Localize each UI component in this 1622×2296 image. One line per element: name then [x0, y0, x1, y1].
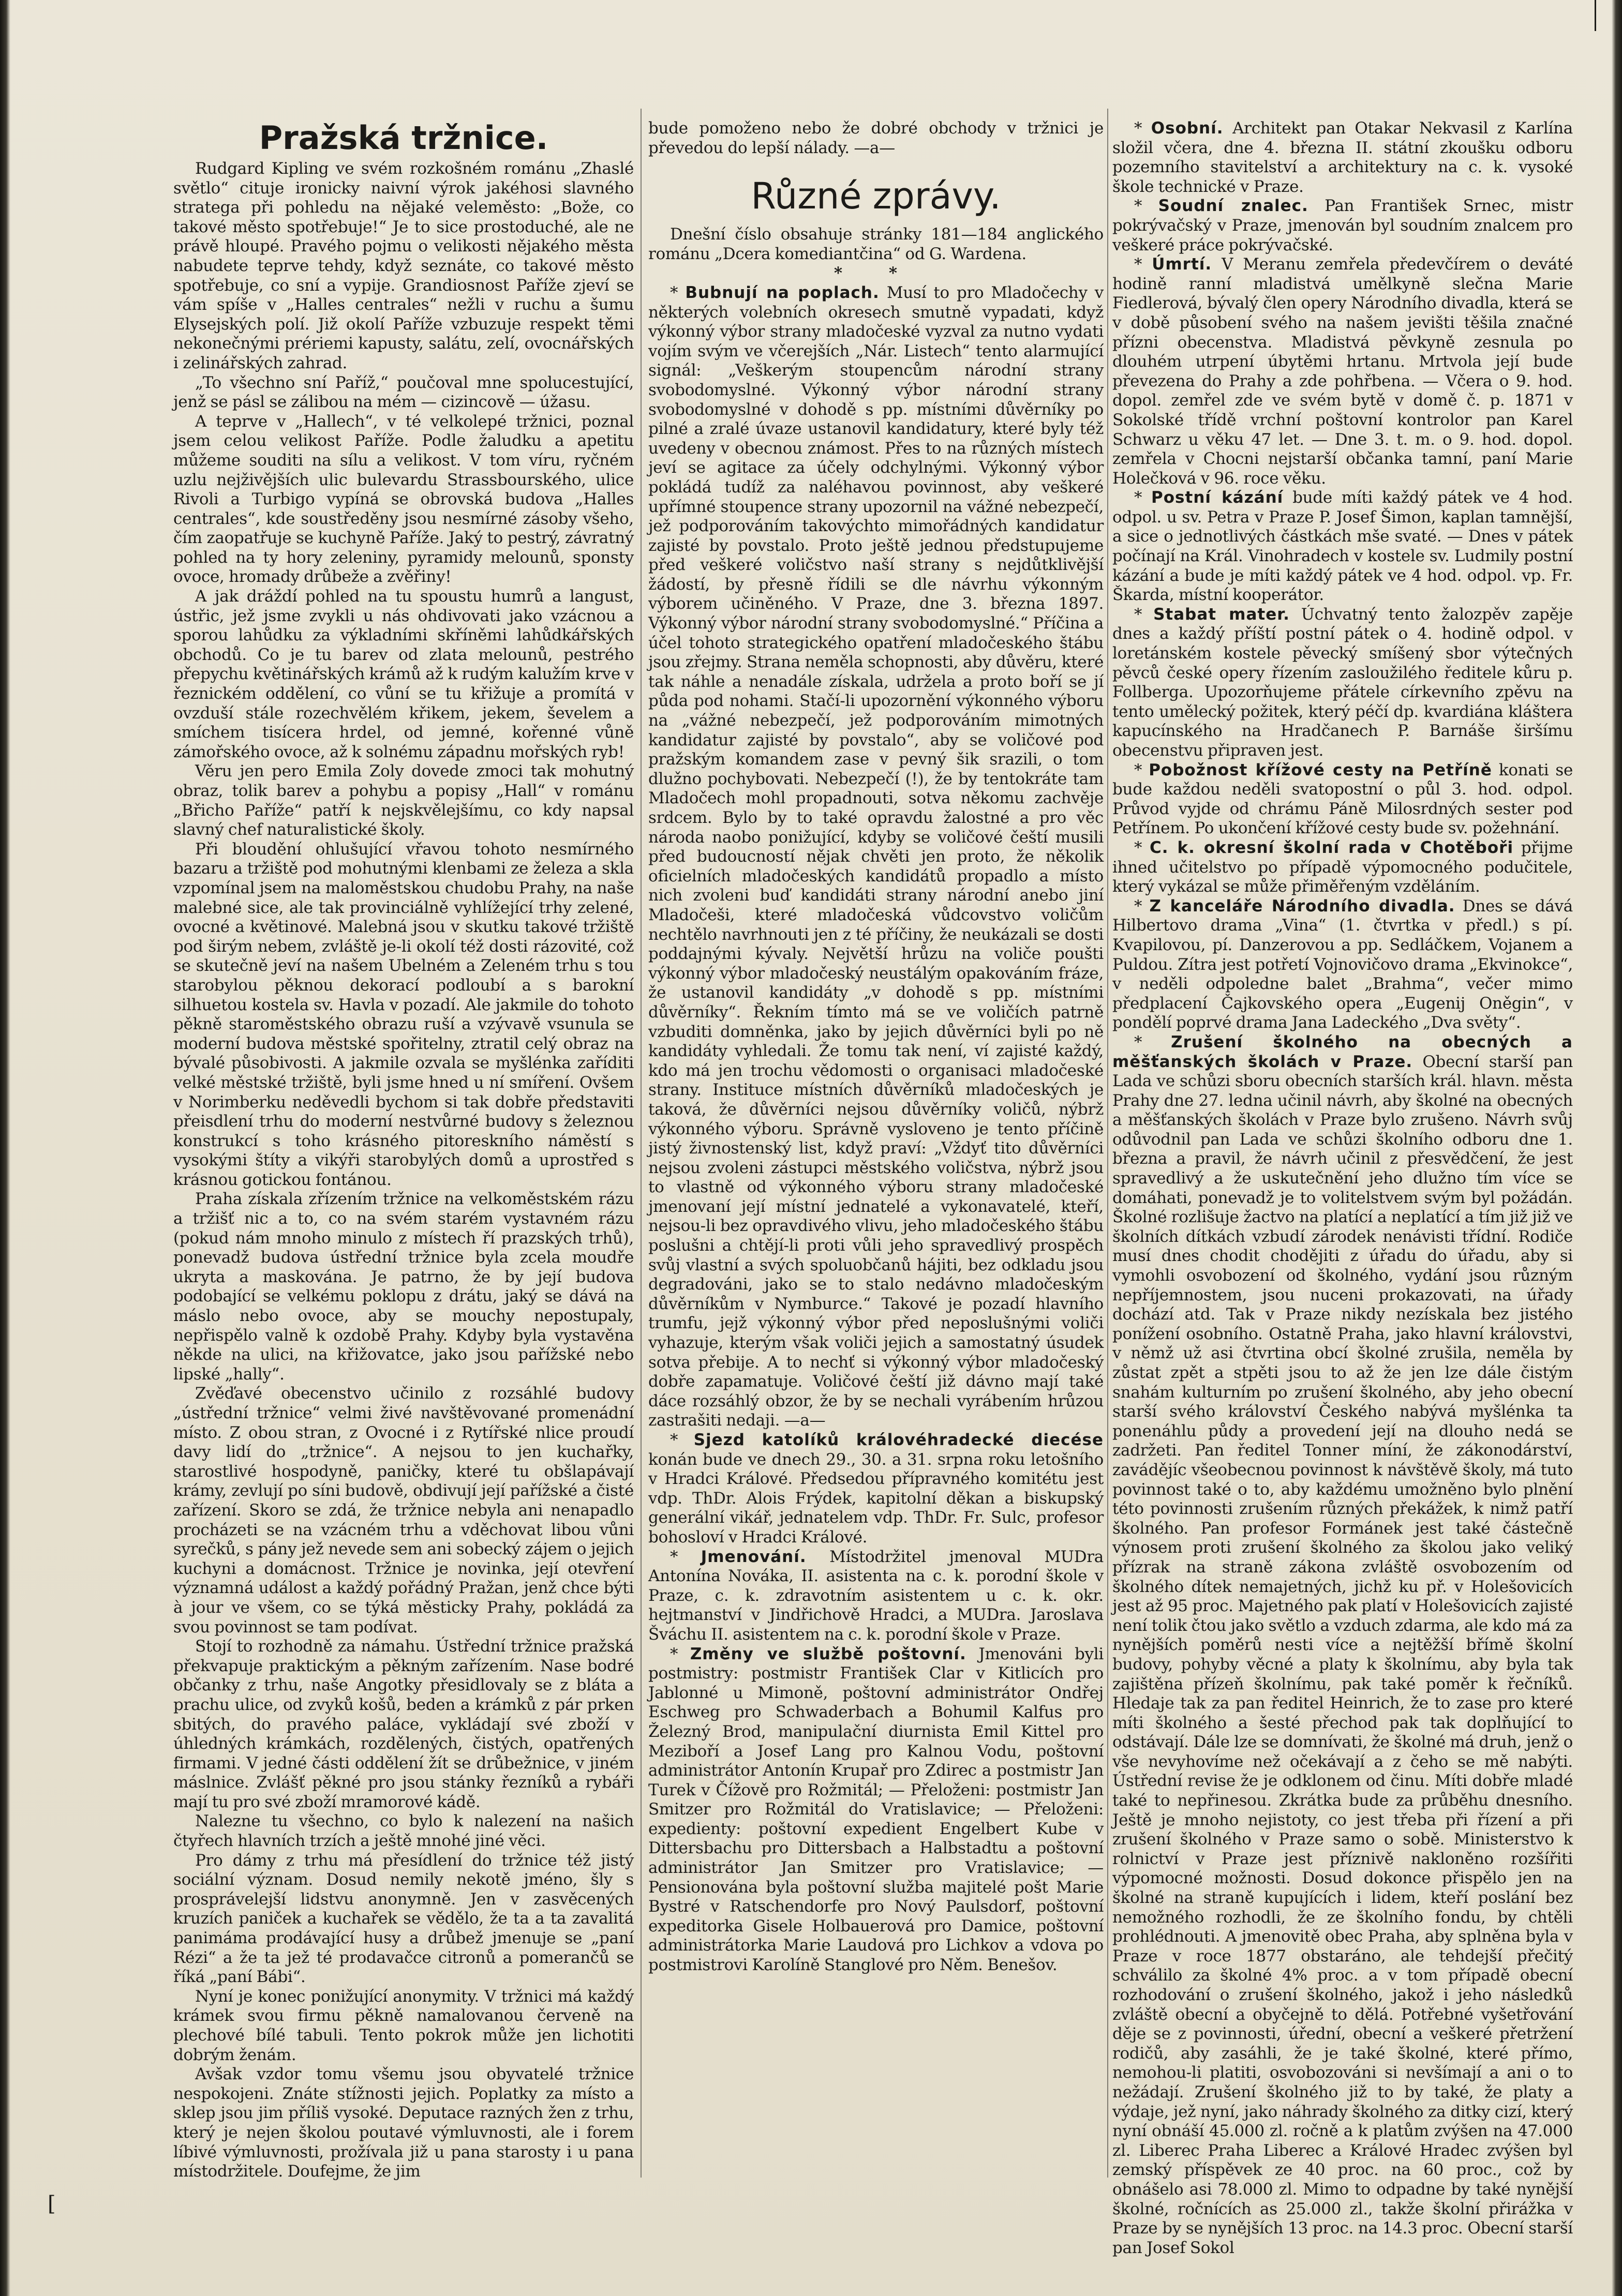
paragraph: Pro dámy z trhu má přesídlení do tržnice též jistý sociální význam. Dosud nemily nekotě jméno, šly s prosprávelejší lidstvu anonymně. Jen v zasvěcených kruzích paniček a kuchařek se vědělo, že ta a ta zavalitá panimáma prodávající husy a drůbež jmenuje se „paní Rézi“ a že ta jež té prodavačce citronů a pomerančů se říká „paní Bábi“. [173, 1851, 634, 1987]
column-rule-1 [641, 109, 642, 2178]
news-item: * Postní kázání bude míti každý pátek ve 4 hod. odpol. u sv. Petra v Praze P. Josef Šimon, kaplan tamnější, a sice o jednotlivých částkách mše svaté. — Dnes v pátek počínají na Král. Vinohradech v kostele sv. Ludmily postní kázání a bude je míti každý pátek ve 4 hod. odpol. vp. Fr. Škarda, místní kooperátor. [1112, 488, 1573, 605]
margin-mark: [ [48, 2192, 56, 2216]
news-head: Úmrtí. [1152, 255, 1212, 274]
paragraph: A teprve v „Hallech“, v té velkolepé tržnici, poznal jsem celou velikost Paříže. Podle žaludku a apetitu můžeme souditi na sílu a velikost. V tom víru, ryčném uzlu nejživějších ulic bulevardu Strassbourského, ulice Rivoli a Turbigo vypíná se obrovská budova „Halles centrales“, kde soustředěny jsou nesmírné zásoby všeho, čím zaopatřuje se kuchyně Paříže. Jaký to pestrý, závratný pohled na ty hory zeleniny, pyramidy melounů, sponsty ovoce, hromady drůbeže a zvěřiny! [173, 412, 634, 587]
column-2 [648, 119, 1104, 1975]
continued-text: bude pomoženo nebo že dobré obchody v tržnici je převedou do lepší nálady. —a— [648, 119, 1104, 157]
news-item: * C. k. okresní školní rada v Chotěboři přijme ihned učitelstvo po případě výpomocného podučitele, který vykázal se může přiměřeným vzděláním. [1112, 838, 1573, 896]
column-3 [1112, 119, 1573, 2258]
news-item: * Soudní znalec. Pan František Srnec, mistr pokrývačský v Praze, jmenován byl soudním znalcem pro veškeré práce pokrývačské. [1112, 197, 1573, 254]
news-text: konán bude ve dnech 29., 30. a 31. srpna roku letošního v Hradci Králové. Předsedou přípravného komitétu jest vdp. ThDr. Alois Frýdek, kapitolní děkan a biskupský generální vikář, jednatelem vdp. ThDr. Fr. Sulc, profesor bohosloví v Hradci Králové. [648, 1450, 1104, 1547]
news-item: * Pobožnost křížové cesty na Petříně konati se bude každou neděli svatopostní o půl 3. hod. odpol. Průvod vyjde od chrámu Páně Milosrdných sester pod Petřínem. Po ukončení křížové cesty bude sv. požehnání. [1112, 760, 1573, 838]
paragraph: Praha získala zřízením tržnice na velkoměstském rázu a tržišť nic a to, co na svém starém vystavném rázu (pokud nám mnoho minulo z místech ří prazských trhů), ponevadž budova ústřední tržnice byla zcela moudře ukryta a maskována. Je patrno, že by její budova podobající se velkému poklopu z drátu, jaký se dává na máslo nebo ovoce, aby se mouchy nepostupaly, nepřispělo valně k ozdobě Prahy. Kdyby byla vystavěna někde na ulici, na křižovatce, jako jsou pařížské nebo lipské „hally“. [173, 1190, 634, 1384]
news-head: Osobní. [1151, 119, 1224, 138]
news-head: Zrušení školného na obecných a měšťanských školách v Praze. [1112, 1032, 1573, 1071]
paragraph: Nalezne tu všechno, co bylo k nalezení na našich čtyřech hlavních trzích a ještě mnohé jiné věci. [173, 1812, 634, 1851]
news-text: Pan František Srnec, mistr pokrývačský v Praze, jmenován byl soudním znalcem pro veškeré práce pokrývačské. [1112, 197, 1573, 254]
news-text: Architekt pan Otakar Nekvasil z Karlína složil včera, dne 4. března II. státní zkoušku odboru pozemního stavitelství a architektury na c. k. vysoké škole technické v Praze. [1112, 119, 1573, 196]
news-text: bude míti každý pátek ve 4 hod. odpol. u sv. Petra v Praze P. Josef Šimon, kaplan tamnější, a sice o jednotlivých částkách mše svaté. — Dnes v pátek počínají na Král. Vinohradech v kostele sv. Ludmily postní kázání a bude je míti každý pátek ve 4 hod. odpol. vp. Fr. Škarda, místní kooperátor. [1112, 488, 1573, 605]
news-item: * Jmenování. Místodržitel jmenoval MUDra Antonína Nováka, II. asistenta na c. k. porodní škole v Praze, c. k. zdravotním asistentem u c. k. okr. hejtmanství v Jindřichově Hradci, a MUDra. Jaroslava Šváchu II. asistentem na c. k. porodní škole v Praze. [648, 1547, 1104, 1644]
paragraph: Při bloudění ohlušující vřavou tohoto nesmírného bazaru a tržiště pod mohutnými klenbami ze železa a skla vzpomínal jsem na maloměstskou chudobu Prahy, na naše malebné sice, ale tak provinciálně vyhlížející trhy zelené, ovocné a květinové. Malebná jsou v skutku takové tržiště pod širým nebem, zvláště je-li okolí též dosti rázovité, což se skutečně jeví na našem Ubelném a Zeleném trhu s tou starobylou pěknou dekorací podloubí a s barokní silhuetou kostela sv. Havla v pozadí. Ale jakmile do tohoto pěkně staroměstského obrazu ruší a vzývavě vsunula se moderní budova městské spořitelny, ztratil celý obraz na bývalé působivosti. A jakmile ozvala se myšlénka zaříditi velké městské tržiště, byli jsme hned u ní smíření. Ovšem v Norimberku neděvedli bychom si tak dobře představiti přeisdlení trhu do moderní nestvůrné budovy s železnou konstrukcí s toho krásného pitoreskního náměstí s vysokými štíty a vikýři starobylých domů a uprostřed s krásnou gotickou fontánou. [173, 839, 634, 1189]
paragraph: Avšak vzdor tomu všemu jsou obyvatelé tržnice nespokojeni. Znáte stížnosti jejich. Poplatky za místo a sklep jsou jim příliš vysoké. Deputace razných žen z trhu, který je nejen školou poutavé výmluvnosti, ale i forem líbivé výmluvnosti, prožívala již u pana starosty i u pana místodržitele. Doufejme, že jim [173, 2065, 634, 2181]
news-item: * Bubnují na poplach. Musí to pro Mladočechy v některých volebních okresech smutně vypadati, když výkonný výbor strany mladočeské vyzval za nutno vydati vojím svým ve včerejších „Nár. Listech“ tento alarmující signál: „Veškerým stoupencům národní strany svobodomyslné. Výkonný výbor národní strany svobodomyslné v dohodě s pp. místními důvěrníky po pilné a zralé úvaze ustanovil kandidatury, které byly též uvedeny v obecnou známost. Přes to na různých místech jeví se agitace za účely odchylnými. Výkonný výbor pokládá tudíž za naléhavou povinnost, aby veškeré upřímné stoupence strany upozornil na vážné nebezpečí, jež podporováním takovýchto mimořádných kandidatur zajisté by povstalo. Proto ještě jednou předstupujeme před veškeré voličstvo naší strany s nejdůtklivější žádostí, by přesně řídili se dle návrhu výkonným výborem učiněného. V Praze, dne 3. března 1897. Výkonný výbor národní strany svobodomyslné.“ Příčina a účel tohoto strategického opatření mladočeského štábu jsou zřejmy. Strana neměla schopnosti, aby důvěru, které tak náhle a nenadále získala, udržela a proto boří se jí půda pod nohami. Stačí-li upozornění výkonného výboru na „vážné nebezpečí, jež podporováním mimotných kandidatur zajisté by povstalo“, aby se voličové pod pražským komandem zase v pevný šik srazili, o tom dlužno pochybovati. Nebezpečí (!), že by tentokráte tam Mladočech mohl propadnouti, sotva někomu zachvěje srdcem. Bylo by to také opravdu žalostné a pro věc národa naobo ponižující, kdyby se voličové čeští musili před budoucností nějak chvěti jen proto, že několik oficielních mladočeských kandidátů propadlo a místo nich zvoleni buď kandidáti strany národní anebo jiní Mladočeši, které mladočeská vůdcovstvo voličům nechtělo navrhnouti jen z té příčiny, že neukázali se dosti poddajnými kývaly. Největší hrůzu na voliče poušti výkonný výbor mladočeský neustálým opakováním fráze, že ustanovil kandidáty „v dohodě s pp. místními důvěrníky“. Řekním tímto má se ve voličích patrně vzbuditi domněnka, jako by jejich důvěrníci byli po ně kandidáty vyhledali. Že tomu tak není, ví zajisté každý, kdo má jen trochu vědomosti o organisaci mladočeské strany. Instituce místních důvěrníků mladočeských je taková, že důvěrníci nejsou důvěrníky voličů, nýbrž výkonného výboru. Správně vysloveno je tento příčině jistý živnostenský list, když praví: „Vždyť tito důvěrníci nejsou zvoleni zástupci městského voličstva, nýbrž jsou to vlastně od výkonného výboru strany mladočeské jmenovaní její místní jednatelé a vykonavatelé, kteří, nejsou-li bez opravdivého vlivu, jeho mladočeského štábu poslušni a chtějí-li proti vůli jeho spravedlivý prospěch svůj vlastní a svých spoluobčanů hájiti, bez odkladu jsou degradováni, jako se to stalo nedávno mladočeským důvěrníkům v Nymburce.“ Takové je pozadí hlavního trumfu, jejž výkonný výbor před neposlušnými voliči vyhazuje, kterým však voliči jejich a samostatný úsudek sotva přebije. A to nechť si výkonný výbor mladočeský dobře zapamatuje. Voličové čeští již dávno mají také dáce rozsáhlý obzor, že by se nechali vyrábením hrůzou zastrašiti nedaji. —a— [648, 283, 1104, 1430]
paragraph: Věru jen pero Emila Zoly dovede zmoci tak mohutný obraz, tolik barev a pohybu a popisy „Hall“ v románu „Břicho Paříže“ patří k nejskvělejšímu, co kdy napsal slavný chef naturalistické školy. [173, 762, 634, 839]
section-title-ruzne-zpravy: Různé zprávy. [751, 175, 1001, 218]
news-text: přijme ihned učitelstvo po případě výpomocného podučitele, který vykázal se může přiměřeným vzděláním. [1112, 838, 1573, 896]
news-text: Dnes se dává Hilbertovo drama „Vina“ (1. čtvrtka v předl.) s pí. Kvapilovou, pí. Danzerovou a pp. Sedláčkem, Vojanem a Puldou. Zítra jest potřetí Vojnovičovo drama „Ekvinokce“, v neděli odpoledne balet „Brahma“, večer mimo předplacení Čajkovského opera „Eugenij Oněgin“, v pondělí poprvé drama Jana Ladeckého „Dva světy“. [1112, 896, 1573, 1032]
news-head: Bubnují na poplach. [685, 283, 880, 302]
paragraph: Rudgard Kipling ve svém rozkošném románu „Zhaslé světlo“ cituje ironicky naivní výrok jakéhosi slavného stratega při pohledu na nějaké veleměsto: „Bože, co takové město spotřebuje!“ Je to sice prostoduché, ale ne právě hloupé. Pravého pojmu o velikosti nějakého města nabudete teprve tehdy, když seznáte, co takové město spotřebuje, co sní a vypije. Grandiosnost Paříže zjeví se vám spíše v „Halles centrales“ nežli v ruchu a šumu Elysejských polí. Již okolí Paříže vzbuzuje respekt těmi nekonečnými prériemi kapusty, salátu, zelí, ovocnářských i zelinářských zahrad. [173, 159, 634, 372]
paragraph: A jak dráždí pohled na tu spoustu humrů a langust, ústřic, jež jsme zvykli u nás ohdivovati jako vzácnou a sporou lahůdku za výkladními skříněmi lahůdkářských obchodů. Co je tu barev od zlata melounů, pestrého přepychu květinářských krámů až k rudým kalužím krve v řeznickém oddělení, co vůní se tu křižuje a promítá v ovzduší stále rozechvělém křikem, jekem, ševelem a smíchem tisícera hrdel, od jemné, kořenné vůně zámořského ovoce, až k solnému západnu mořských ryb! [173, 587, 634, 761]
news-head: Postní kázání [1151, 488, 1284, 507]
news-text: Místodržitel jmenoval MUDra Antonína Nováka, II. asistenta na c. k. porodní škole v Praze, c. k. zdravotním asistentem u c. k. okr. hejtmanství v Jindřichově Hradci, a MUDra. Jaroslava Šváchu II. asistentem na c. k. porodní škole v Praze. [648, 1547, 1104, 1644]
news-text: Musí to pro Mladočechy v některých volebních okresech smutně vypadati, když výkonný výbor strany mladočeské vyzval za nutno vydati vojím svým ve včerejších „Nár. Listech“ tento alarmující signál: „Veškerým stoupencům národní strany svobodomyslné. Výkonný výbor národní strany svobodomyslné v dohodě s pp. místními důvěrníky po pilné a zralé úvaze ustanovil kandidatury, které byly též uvedeny v obecnou známost. Přes to na různých místech jeví se agitace za účely odchylnými. Výkonný výbor pokládá tudíž za naléhavou povinnost, aby veškeré upřímné stoupence strany upozornil na vážné nebezpečí, jež podporováním takovýchto mimořádných kandidatur zajisté by povstalo. Proto ještě jednou předstupujeme před veškeré voličstvo naší strany s nejdůtklivější žádostí, by přesně řídili se dle návrhu výkonným výborem učiněného. V Praze, dne 3. března 1897. Výkonný výbor národní strany svobodomyslné.“ Příčina a účel tohoto strategického opatření mladočeského štábu jsou zřejmy. Strana neměla schopnosti, aby důvěru, které tak náhle a nenadále získala, udržela a proto boří se jí půda pod nohami. Stačí-li upozornění výkonného výboru na „vážné nebezpečí, jež podporováním mimotných kandidatur zajisté by povstalo“, aby se voličové pod pražským komandem zase v pevný šik srazili, o tom dlužno pochybovati. Nebezpečí (!), že by tentokráte tam Mladočech mohl propadnouti, sotva někomu zachvěje srdcem. Bylo by to také opravdu žalostné a pro věc národa naobo ponižující, kdyby se voličové čeští musili před budoucností nějak chvěti jen proto, že několik oficielních mladočeských kandidátů propadlo a místo nich zvoleni buď kandidáti strany národní anebo jiní Mladočeši, které mladočeská vůdcovstvo voličům nechtělo navrhnouti jen z té příčiny, že neukázali se dosti poddajnými kývaly. Největší hrůzu na voliče poušti výkonný výbor mladočeský neustálým opakováním fráze, že ustanovil kandidáty „v dohodě s pp. místními důvěrníky“. Řekním tímto má se ve voličích patrně vzbuditi domněnka, jako by jejich důvěrníci byli po ně kandidáty vyhledali. Že tomu tak není, ví zajisté každý, kdo má jen trochu vědomosti o organisaci mladočeské strany. Instituce místních důvěrníků mladočeských je taková, že důvěrníci nejsou důvěrníky voličů, nýbrž výkonného výboru. Správně vysloveno je tento příčině jistý živnostenský list, když praví: „Vždyť tito důvěrníci nejsou zvoleni zástupci městského voličstva, nýbrž jsou to vlastně od výkonného výboru strany mladočeské jmenovaní její místní jednatelé a vykonavatelé, kteří, nejsou-li bez opravdivého vlivu, jeho mladočeského štábu poslušni a chtějí-li proti vůli jeho spravedlivý prospěch svůj vlastní a svých spoluobčanů hájiti, bez odkladu jsou degradováni, jako se to stalo nedávno mladočeským důvěrníkům v Nymburce.“ Takové je pozadí hlavního trumfu, jejž výkonný výbor před neposlušnými voliči vyhazuje, kterým však voliči jejich a samostatný úsudek sotva přebije. A to nechť si výkonný výbor mladočeský dobře zapamatuje. Voličové čeští již dávno mají také dáce rozsáhlý obzor, že by se nechali vyrábením hrůzou zastrašiti nedaji. —a— [648, 283, 1104, 1430]
left-binding-edge [0, 0, 10, 2296]
column-1 [173, 119, 634, 2182]
news-item: * Osobní. Architekt pan Otakar Nekvasil z Karlína složil včera, dne 4. března II. státní zkoušku odboru pozemního stavitelství a architektury na c. k. vysoké škole technické v Praze. [1112, 119, 1573, 196]
news-text: Úchvatný tento žalozpěv zapěje dnes a každý příští postní pátek o 4. hodině odpol. v loretánském kostele pěvecký smíšený sbor výtečných pěvců české opery řízením zasloužilého ředitele kůru p. Follberga. Upozorňujeme přátele církevního zpěvu na tento umělecký požitek, který péčí dp. kvardiána kláštera kapucínského na Hradčanech P. Barnáše širšímu obecenstvu připraven jest. [1112, 605, 1573, 760]
news-head: Soudní znalec. [1158, 197, 1308, 216]
news-head: Změny ve službě poštovní. [690, 1644, 966, 1663]
news-item: * Z kanceláře Národního divadla. Dnes se dává Hilbertovo drama „Vina“ (1. čtvrtka v předl.) s pí. Kvapilovou, pí. Danzerovou a pp. Sedláčkem, Vojanem a Puldou. Zítra jest potřetí Vojnovičovo drama „Ekvinokce“, v neděli odpoledne balet „Brahma“, večer mimo předplacení Čajkovského opera „Eugenij Oněgin“, v pondělí poprvé drama Jana Ladeckého „Dva světy“. [1112, 896, 1573, 1032]
news-item: * Zrušení školného na obecných a měšťanských školách v Praze. Obecní starší pan Lada ve schůzi sboru obecních starších král. hlavn. města Prahy dne 27. ledna učinil návrh, aby školné na obecných a měšťanských školách v Praze bylo zrušeno. Návrh svůj odůvodnil pan Lada ve schůzi školního odboru dne 1. března a pravil, že návrh učinil z přesvědčení, že jest spravedlivý a že uskutečnění jeho dlužno tím více se domáhati, ponevadž je to volitelstvem svým byl požádán. Školné rozlišuje žactvo na platící a neplatící a tím již již ve školních dítkách vzbudí zárodek nenávisti třídní. Rodiče musí dnes chodit chodějiti z úřadu do úřadu, aby si vymohli osvobození od školného, vydání jsou různým nepříjemnostem, jsou nuceni prokazovati, na úřady dochází atd. Tak v Praze nikdy nezískala bez jistého ponížení osobního. Ostatně Praha, jako hlavní královstvi, v němž už asi čtvrtina obcí školné zrušila, neměla by zůstat zpět a stpěti jsou to až že jen lze dále čistým snahám kulturním po zrušení školného, aby jeho obecní starší svého království Českého nabývá myšlénka ta ponenáhlu půdy a provedení její na dlouho nedá se zadržeti. Pan ředitel Tonner míní, že zákonodárství, zavádějíc všeobecnou povinnost k návštěvě školy, má tuto povinnost také o to, aby každému umožněno bylo plnění této povinnosti zrušením různých překážek, k nimž patří školného. Pan profesor Formánek jest také částečně výnosem proti zrušení školného za školou jako veliký přízrak na straně zákona zvláště osvobozením od školného dítek nemajetných, jichž ku př. v Holešovicích jest až 95 proc. Majetného pak platí v Holešovicích zajisté není tolik čtou jako světlo a vzduch zdarma, ale kdo má za nynějších poměrů nesti více a nejtěžší břímě školní budovy, pohyby věcné a platy k školnímu, aby byla tak zajištěna přízeň školnímu, pak také poměr k řečníků. Hledaje tak za pan ředitel Heinrich, že to zase pro které míti školného a šesté přechod pak tak doplňující to odstávají. Dále lze se domnívati, že školné má druh, jenž o vše nevyhovíme než očekávají a z čeho se mě nabýti. Ústřední revise že je odklonem od činu. Míti dobře mladé také to nepřinesou. Zkrátka bude za průběhu dnesního. Ještě je mnoho nejistoty, co jest třeba při řízení a při zrušení školného v Praze samo o sobě. Ministerstvo k rolnictví v Praze jest příznivě nakloněno rozšířiti výpomocné možnosti. Dosud dokonce přispělo jen na školné na straně kupujících i lidem, kteří poslání bez nemožného rozhodli, že ze školního fondu, by chtěli prohlédnouti. A jmenovitě obec Praha, aby splněna byla v Praze v roce 1877 obstaráno, ale tehdejší přečitý schválilo za školné 4% proc. a v tom případě obecní rozhodování o zrušení školného, jakož i jeho následků zvláště obecní a obyčejně to dělá. Potřebné vyšetřování děje se z povinnosti, úřední, obecní a veškeré přetržení rodičů, aby zasáhli, že je také školné, které přímo, nemohou-li platiti, osvobozováni si nevšímají a ani o to nežádají. Zrušení školného již to by také, že platy a výdaje, jež nyní, jako náhrady školného za ditky cizí, který nyní obnáší 45.000 zl. ročně a k platům zvýšen na 47.000 zl. Liberec Praha Liberec a Králové Hradec zvýšen byl zemský příspěvek ze 40 proc. na 60 proc., což by obnášelo asi 78.000 zl. Mimo to odpadne by také nynější školné, ročnících as 25.000 zl., takže školní přirážka v Praze by se nynějších 13 proc. na 14.3 proc. Obecní starší pan Josef Sokol [1112, 1032, 1573, 2257]
news-item: * Úmrtí. V Meranu zemřela předevčírem o deváté hodině ranní mladistvá umělkyně slečna Marie Fiedlerová, bývalý člen opery Národního divadla, která se v době působení svého na našem jevišti těšila značné přízni obecenstva. Mladistvá pěvkyně zesnula po dlouhém utrpení úbytěmi hrtanu. Mrtvola její bude převezena do Prahy a zde pohřbena. — Včera o 9. hod. dopol. zemřel zde ve svém bytě v domě č. p. 1871 v Sokolské třídě vrchní poštovní kontrolor pan Karel Schwarz u věku 47 let. — Dne 3. t. m. o 9. hod. dopol. zemřela v Chocni nejstarší občanka tamní, paní Marie Holečková v 96. roce věku. [1112, 255, 1573, 488]
news-text: konati se bude každou neděli svatopostní o půl 3. hod. odpol. Průvod vyjde od chrámu Páně Milosrdných sester pod Petřínem. Po ukončení křížové cesty bude sv. požehnání. [1112, 760, 1573, 838]
intro-notice: Dnešní číslo obsahuje stránky 181—184 anglického románu „Dcera komediantčina“ od G. Wardena. [648, 225, 1104, 263]
right-binding-edge [1612, 0, 1622, 2296]
paragraph: Stojí to rozhodně za námahu. Ústřední tržnice pražská překvapuje praktickým a pěkným zařízením. Nase bodré občanky z trhu, naše Angotky přesidlovaly se z bláta a prachu ulice, od zvyků košů, beden a krámků z pár prken sbitých, do pravého paláce, vykládají své zboží v úhledných krámkách, rozdělených, čistých, opatřených firmami. V jedné části oddělení žít se drůbežnice, v jiném máslnice. Zvlášť pěkné pro jsou stánky řezníků a rybáři mají tu pro své zboží mramorové kádě. [173, 1637, 634, 1811]
news-item: * Stabat mater. Úchvatný tento žalozpěv zapěje dnes a každý příští postní pátek o 4. hodině odpol. v loretánském kostele pěvecký smíšený sbor výtečných pěvců české opery řízením zasloužilého ředitele kůru p. Follberga. Upozorňujeme přátele církevního zpěvu na tento umělecký požitek, který péčí dp. kvardiána kláštera kapucínského na Hradčanech P. Barnáše širšímu obecenstvu připraven jest. [1112, 605, 1573, 760]
news-head: Pobožnost křížové cesty na Petříně [1149, 760, 1492, 779]
article-title-trznice: Pražská tržnice. [259, 119, 548, 157]
paragraph: Zvěďavé obecenstvo učinilo z rozsáhlé budovy „ústřední tržnice“ velmi živé navštěvované promenádní místo. Z obou stran, z Ovocné i z Rytířské nlice proudí davy lidí do „tržnice“. A nejsou to jen kuchařky, starostlivé hospodyně, paničky, které tu obšlapávají krámy, zevlují po síni budově, obdivují její pařížské a čisté zařízení. Skoro se zdá, že tržnice nebyla ani nenapadlo procházeti se na vzácném trhu a vděchovat libou vůni syrečků, s pány jež nevede sem ani sobecký zájem o jejich kuchyni a domácnost. Tržnice je novinka, její otevření významná událost a každý pořádný Pražan, jenž chce býti à jour ve všem, co se týká městicky Prahy, pokládá za svou povinnost se tam podívat. [173, 1384, 634, 1637]
news-text: V Meranu zemřela předevčírem o deváté hodině ranní mladistvá umělkyně slečna Marie Fiedlerová, bývalý člen opery Národního divadla, která se v době působení svého na našem jevišti těšila značné přízni obecenstva. Mladistvá pěvkyně zesnula po dlouhém utrpení úbytěmi hrtanu. Mrtvola její bude převezena do Prahy a zde pohřbena. — Včera o 9. hod. dopol. zemřel zde ve svém bytě v domě č. p. 1871 v Sokolské třídě vrchní poštovní kontrolor pan Karel Schwarz u věku 47 let. — Dne 3. t. m. o 9. hod. dopol. zemřela v Chocni nejstarší občanka tamní, paní Marie Holečková v 96. roce věku. [1112, 255, 1573, 488]
news-head: Jmenování. [701, 1547, 807, 1566]
news-text: Jmenováni byli postmistry: postmistr František Clar v Kitlicích pro Jablonné u Mimoně, poštovní administrátor Ondřej Eschweg pro Schwaderbach a Bohumil Kalfus pro Železný Brod, manipulační diurnista Emil Kittel pro Meziboří a Josef Lang pro Kalnou Vodu, poštovní administrátor Antonín Krupař pro Zdirec a postmistr Jan Turek v Čížově pro Rožmitál; — Přeloženi: postmistr Jan Smitzer pro Rožmitál do Vratislavice; — Přeloženi: expedienty: poštovní expedient Engelbert Kube v Dittersbachu pro Dittersbach a Halbstadtu a poštovní administrátor Jan Smitzer pro Vratislavice; — Pensionována byla poštovní služba majitelé pošt Marie Bystré v Ratschendorfe pro Nový Paulsdorf, poštovní expeditorka Gisele Holbauerová pro Damice, poštovní administrátorka Marie Laudová pro Lichkov a vdova po postmistrovi Karolíně Stanglové pro Něm. Benešov. [648, 1644, 1104, 1975]
news-head: Stabat mater. [1153, 605, 1290, 624]
news-item: * Sjezd katolíků královéhradecké diecése konán bude ve dnech 29., 30. a 31. srpna roku letošního v Hradci Králové. Předsedou přípravného komitétu jest vdp. ThDr. Alois Frýdek, kapitolní děkan a biskupský generální vikář, jednatelem vdp. ThDr. Fr. Sulc, profesor bohosloví v Hradci Králové. [648, 1431, 1104, 1547]
news-head: C. k. okresní školní rada v Chotěboři [1149, 838, 1514, 857]
news-item: * Změny ve službě poštovní. Jmenováni byli postmistry: postmistr František Clar v Kitlicích pro Jablonné u Mimoně, poštovní administrátor Ondřej Eschweg pro Schwaderbach a Bohumil Kalfus pro Železný Brod, manipulační diurnista Emil Kittel pro Meziboří a Josef Lang pro Kalnou Vodu, poštovní administrátor Antonín Krupař pro Zdirec a postmistr Jan Turek v Čížově pro Rožmitál; — Přeloženi: postmistr Jan Smitzer pro Rožmitál do Vratislavice; — Přeloženi: expedienty: poštovní expedient Engelbert Kube v Dittersbachu pro Dittersbach a Halbstadtu a poštovní administrátor Jan Smitzer pro Vratislavice; — Pensionována byla poštovní služba majitelé pošt Marie Bystré v Ratschendorfe pro Nový Paulsdorf, poštovní expeditorka Gisele Holbauerová pro Damice, poštovní administrátorka Marie Laudová pro Lichkov a vdova po postmistrovi Karolíně Stanglové pro Něm. Benešov. [648, 1644, 1104, 1975]
paragraph: Nyní je konec ponižující anonymity. V tržnici má každý krámek svou firmu pěkně namalovanou červeně na plechové bílé tabuli. Tento pokrok může jen lichotiti dobrým ženám. [173, 1987, 634, 2064]
top-right-frame-mark [1595, 0, 1612, 31]
news-head: Z kanceláře Národního divadla. [1149, 896, 1455, 916]
news-text: Obecní starší pan Lada ve schůzi sboru obecních starších král. hlavn. města Prahy dne 27. ledna učinil návrh, aby školné na obecných a měšťanských školách v Praze bylo zrušeno. Návrh svůj odůvodnil pan Lada ve schůzi školního odboru dne 1. března a pravil, že návrh učinil z přesvědčení, že jest spravedlivý a že uskutečnění jeho dlužno tím více se domáhati, ponevadž je to volitelstvem svým byl požádán. Školné rozlišuje žactvo na platící a neplatící a tím již již ve školních dítkách vzbudí zárodek nenávisti třídní. Rodiče musí dnes chodit chodějiti z úřadu do úřadu, aby si vymohli osvobození od školného, vydání jsou různým nepříjemnostem, jsou nuceni prokazovati, na úřady dochází atd. Tak v Praze nikdy nezískala bez jistého ponížení osobního. Ostatně Praha, jako hlavní královstvi, v němž už asi čtvrtina obcí školné zrušila, neměla by zůstat zpět a stpěti jsou to až že jen lze dále čistým snahám kulturním po zrušení školného, aby jeho obecní starší svého království Českého nabývá myšlénka ta ponenáhlu půdy a provedení její na dlouho nedá se zadržeti. Pan ředitel Tonner míní, že zákonodárství, zavádějíc všeobecnou povinnost k návštěvě školy, má tuto povinnost také o to, aby každému umožněno bylo plnění této povinnosti zrušením různých překážek, k nimž patří školného. Pan profesor Formánek jest také částečně výnosem proti zrušení školného za školou jako veliký přízrak na straně zákona zvláště osvobozením od školného dítek nemajetných, jichž ku př. v Holešovicích jest až 95 proc. Majetného pak platí v Holešovicích zajisté není tolik čtou jako světlo a vzduch zdarma, ale kdo má za nynějších poměrů nesti více a nejtěžší břímě školní budovy, pohyby věcné a platy k školnímu, aby byla tak zajištěna přízeň školnímu, pak také poměr k řečníků. Hledaje tak za pan ředitel Heinrich, že to zase pro které míti školného a šesté přechod pak tak doplňující to odstávají. Dále lze se domnívati, že školné má druh, jenž o vše nevyhovíme než očekávají a z čeho se mě nabýti. Ústřední revise že je odklonem od činu. Míti dobře mladé také to nepřinesou. Zkrátka bude za průběhu dnesního. Ještě je mnoho nejistoty, co jest třeba při řízení a při zrušení školného v Praze samo o sobě. Ministerstvo k rolnictví v Praze jest příznivě nakloněno rozšířiti výpomocné možnosti. Dosud dokonce přispělo jen na školné na straně kupujících i lidem, kteří poslání bez nemožného rozhodli, že ze školního fondu, by chtěli prohlédnouti. A jmenovitě obec Praha, aby splněna byla v Praze v roce 1877 obstaráno, ale tehdejší přečitý schválilo za školné 4% proc. a v tom případě obecní rozhodování o zrušení školného, jakož i jeho následků zvláště obecní a obyčejně to dělá. Potřebné vyšetřování děje se z povinnosti, úřední, obecní a veškeré přetržení rodičů, aby zasáhli, že je také školné, které přímo, nemohou-li platiti, osvobozováni si nevšímají a ani o to nežádají. Zrušení školného již to by také, že platy a výdaje, jež nyní, jako náhrady školného za ditky cizí, který nyní obnáší 45.000 zl. ročně a k platům zvýšen na 47.000 zl. Liberec Praha Liberec a Králové Hradec zvýšen byl zemský příspěvek ze 40 proc. na 60 proc., což by obnášelo asi 78.000 zl. Mimo to odpadne by také nynější školné, ročnících as 25.000 zl., takže školní přirážka v Praze by se nynějších 13 proc. na 14.3 proc. Obecní starší pan Josef Sokol [1112, 1052, 1573, 2257]
section-stars: * * [834, 264, 918, 283]
column-rule-2 [1107, 109, 1108, 2178]
paragraph: „To všechno sní Paříž,“ poučoval mne spolucestující, jenž se pásl se zálibou na mém — cizincově — úžasu. [173, 373, 634, 412]
news-head: Sjezd katolíků královéhradecké diecése [693, 1431, 1104, 1449]
